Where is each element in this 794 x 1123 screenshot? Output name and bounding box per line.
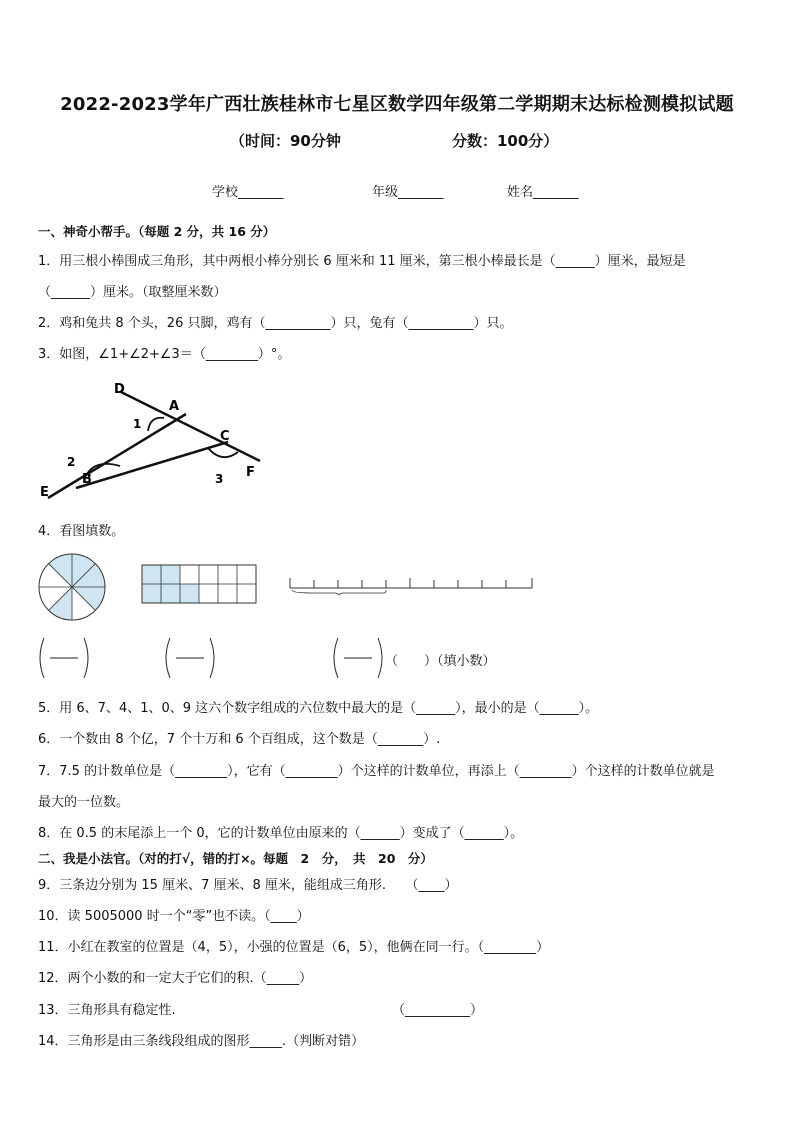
angle-figure [36,376,276,501]
question-13-answer: （__________） [392,1003,484,1018]
grade-field: 年级_______ [372,185,444,200]
question-5: 5．用 6、7、4、1、0、9 这六个数字组成的六位数中最大的是（______），最小的是（______）。 [38,701,599,716]
angle-2-label: 2 [67,455,76,469]
question-6: 6．一个数由 8 个亿，7 个十万和 6 个百组成，这个数是（_______）. [38,732,441,747]
number-line [288,574,536,596]
time-label: （时间：90分钟 [230,132,341,150]
label-d: D [114,382,125,397]
fraction-blank-2 [164,636,216,680]
circle-eighths [37,552,107,622]
number-line-brace [292,590,386,595]
label-f: F [246,465,255,480]
question-8: 8．在 0.5 的末尾添上一个 0，它的计数单位由原来的（______）变成了（______）。 [38,826,524,841]
label-c: C [220,429,230,444]
school-field: 学校_______ [212,185,284,200]
name-field: 姓名_______ [507,185,579,200]
decimal-blank: （ ）（填小数） [385,654,496,669]
question-13: 13．三角形具有稳定性. [38,1003,176,1018]
question-3: 3．如图，∠1+∠2+∠3＝（________）°。 [38,347,291,362]
question-1-line-2: （______）厘米。（取整厘米数） [38,285,227,300]
line-dcf [121,392,260,461]
angle-3-label: 3 [215,472,224,486]
question-2: 2．鸡和兔共 8 个头，26 只脚，鸡有（__________）只，兔有（__________）只。 [38,316,513,331]
angle-1-label: 1 [133,417,142,431]
angle-3-arc [208,448,238,457]
fraction-blank-1 [38,636,90,680]
question-7-line-1: 7．7.5 的计数单位是（________），它有（________）个这样的计数单位，再添上（________）个这样的计数单位就是 [38,764,715,779]
question-1-line-1: 1．用三根小棒围成三角形，其中两根小棒分别长 6 厘米和 11 厘米，第三根小棒最长是（______）厘米，最短是 [38,254,686,269]
question-10: 10．读 5005000 时一个“零”也不读。（____） [38,909,310,924]
question-9: 9．三条边分别为 15 厘米、7 厘米、8 厘米，能组成三角形. （____） [38,878,458,893]
question-7-line-2: 最大的一位数。 [38,795,130,810]
number-line-ticks [290,578,532,588]
question-11: 11．小红在教室的位置是（4，5），小强的位置是（6，5），他俩在同一行。（________） [38,940,550,955]
question-12: 12．两个小数的和一定大于它们的积.（_____） [38,971,313,986]
label-e: E [40,485,49,500]
label-b: B [82,472,92,487]
section-2-heading: 二、我是小法官。（对的打√，错的打×。每题 2 分， 共 20 分） [38,851,433,866]
question-14: 14．三角形是由三条线段组成的图形_____.（判断对错） [38,1034,365,1049]
fraction-blank-3 [332,636,384,680]
grid-rectangle [141,564,259,606]
exam-title: 2022-2023学年广西壮族桂林市七星区数学四年级第二学期期末达标检测模拟试题 [60,94,734,115]
score-label: 分数：100分） [452,132,559,150]
label-a: A [169,399,180,414]
section-1-heading: 一、神奇小帮手。（每题 2 分，共 16 分） [38,224,276,239]
question-4: 4．看图填数。 [38,524,125,539]
